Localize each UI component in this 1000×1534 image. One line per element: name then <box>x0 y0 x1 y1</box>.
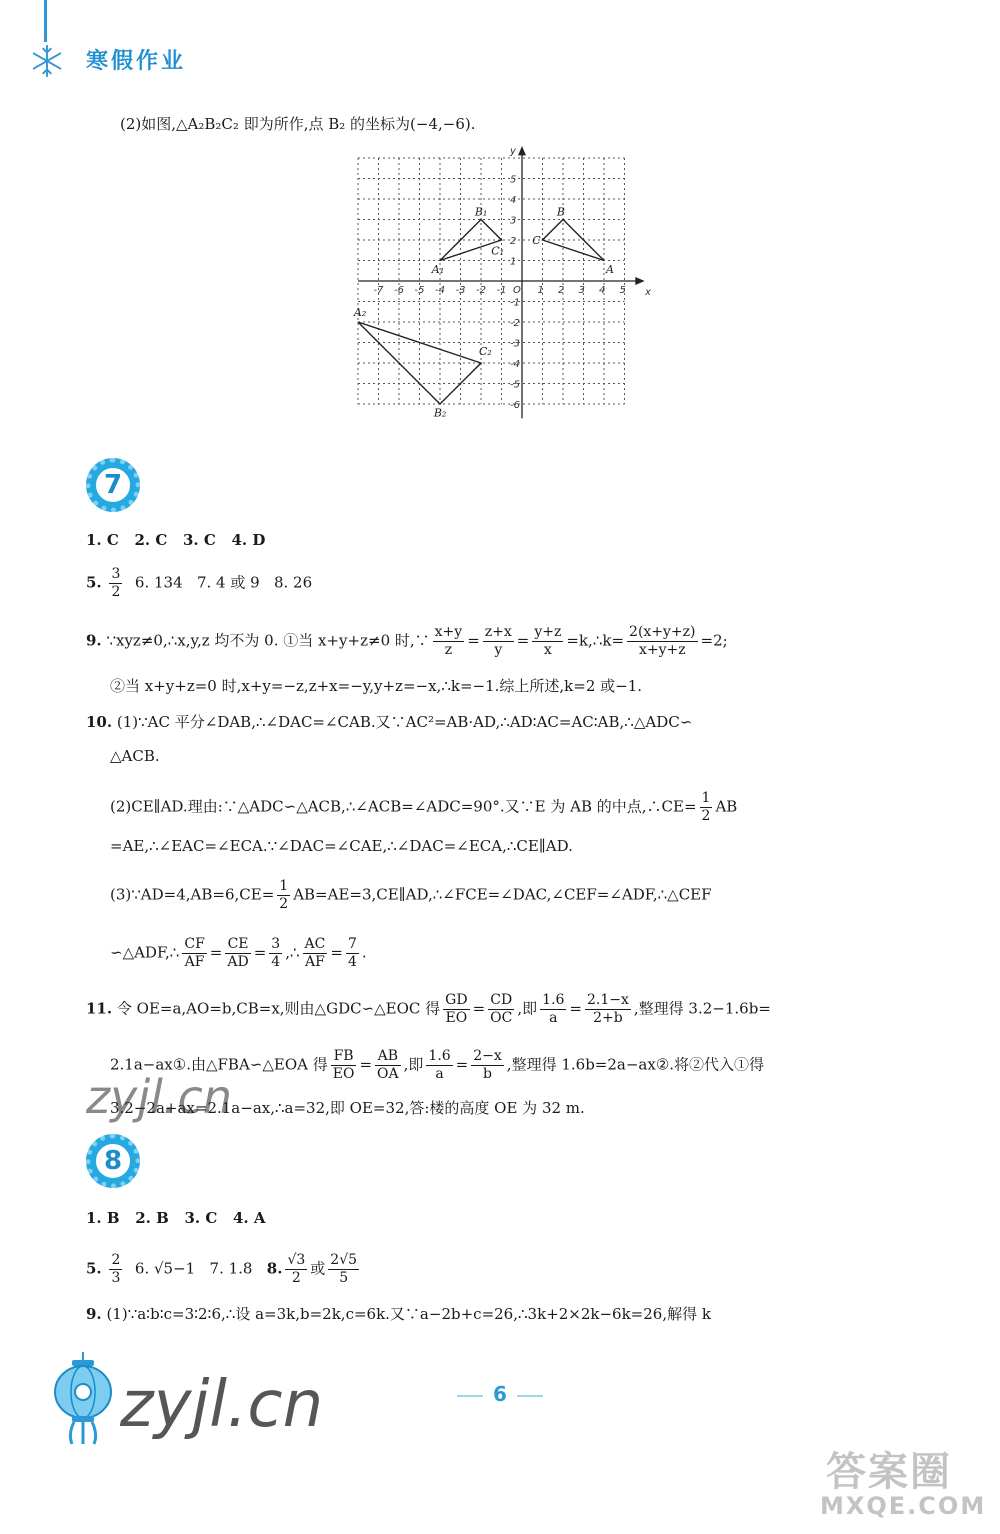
q10-line1 <box>86 710 692 734</box>
denominator: OC <box>490 1010 513 1026</box>
numerator: FB <box>331 1048 357 1066</box>
watermark-answer-circle: 答案圈 <box>826 1449 952 1495</box>
denominator: AF <box>305 954 325 970</box>
q9-num: 9. <box>86 1305 102 1323</box>
y-tick-label: 4 <box>510 195 517 206</box>
point-label: B <box>556 205 565 219</box>
text: 或 <box>310 1259 326 1278</box>
q8: 8. 26 <box>273 573 313 592</box>
x-tick-label: 2 <box>558 285 565 296</box>
watermark-mxqe: MXQE.COM <box>820 1492 987 1520</box>
fraction <box>532 624 563 659</box>
fraction <box>375 1048 401 1083</box>
answers-5-8 <box>86 566 312 601</box>
denominator: 3 <box>111 1270 121 1286</box>
denominator: y <box>494 642 503 658</box>
page-number: 6 <box>493 1382 507 1406</box>
q5-fraction <box>109 566 122 601</box>
numerator: 2√5 <box>330 1252 358 1268</box>
y-tick-label: -3 <box>510 338 520 350</box>
divider <box>457 1395 483 1397</box>
numerator: CE <box>225 936 250 954</box>
s8-answers-1-4 <box>86 1206 266 1230</box>
fraction <box>585 992 631 1027</box>
fraction <box>225 936 250 971</box>
fraction <box>331 1048 357 1083</box>
header-title: 寒假作业 <box>86 49 187 74</box>
x-tick-label: -7 <box>373 285 384 296</box>
section-8-badge <box>86 1134 140 1188</box>
x-tick-label: 1 <box>537 285 544 296</box>
y-tick-label: 3 <box>510 215 517 227</box>
text: (1)∵a∶b∶c=3∶2∶6,∴设 a=3k,b=2k,c=6k.又∵a−2b+c=26,∴3k+2×2k−6k=26,解得 k <box>106 1305 711 1323</box>
point-label: B₁ <box>474 205 488 219</box>
q5-num: 5. <box>86 1259 102 1278</box>
text: =2; <box>700 631 728 650</box>
q10-num: 10. <box>86 713 113 731</box>
x-tick-label: -5 <box>414 285 425 296</box>
q9-num: 9. <box>86 631 102 650</box>
text: (3)∵AD=4,AB=6,CE= <box>110 885 275 904</box>
numerator: 3 <box>111 566 121 582</box>
denominator: x <box>543 642 552 658</box>
q11-line3: 3.2−2a+ax=2.1a−ax,∴a=32,即 OE=32,答:楼的高度 OE 为 32 m. <box>110 1099 585 1117</box>
point-label: C <box>532 234 541 248</box>
x-tick-label: 3 <box>578 285 585 296</box>
q10-line6: ∽△ADF,∴ $\frac{CF}{AF}$ = $\frac{CE}{AD}$ = $\frac{3}{4}$ ,∴ $\frac{AC}{AF}$ = $\frac{7}{4}$ . <box>110 936 367 970</box>
answer: 2. C <box>134 531 168 549</box>
denominator: EO <box>332 1066 355 1082</box>
x-tick-label: -4 <box>435 285 445 296</box>
q10-line2: △ACB. <box>110 747 160 765</box>
fraction <box>443 992 469 1027</box>
q7: 7. 1.8 <box>209 1259 253 1278</box>
numerator: 1 <box>279 878 289 894</box>
text: ,整理得 1.6b=2a−ax②.将②代入①得 <box>506 1055 765 1074</box>
fraction <box>346 936 359 971</box>
y-tick-label: 5 <box>510 174 517 186</box>
numerator: AB <box>375 1048 401 1066</box>
numerator: 1 <box>701 790 711 806</box>
numerator: √3 <box>287 1252 306 1268</box>
s8-answers-5-8 <box>86 1252 362 1287</box>
denominator: 2 <box>111 584 121 600</box>
answer: 3. C <box>184 1209 218 1227</box>
text: ∽△ADF,∴ <box>110 943 180 962</box>
denominator: 2 <box>701 808 711 824</box>
text: (2)CE∥AD.理由:∵△ADC∽△ACB,∴∠ACB=∠ADC=90°.又∵E 为 AB 的中点,∴CE= <box>110 797 697 816</box>
answer: 2. B <box>135 1209 169 1227</box>
q6: 6. 134 <box>134 573 183 592</box>
fraction <box>540 992 566 1027</box>
y-axis-arrow <box>519 148 525 155</box>
numerator: 2−x <box>473 1048 502 1064</box>
snowflake-icon <box>28 42 66 80</box>
section6-line2: (2)如图,△A₂B₂C₂ 即为所作,点 B₂ 的坐标为(−4,−6). <box>120 115 476 133</box>
page-number-row <box>0 1382 1000 1406</box>
fraction <box>182 936 206 971</box>
text: 2.1a−ax①.由△FBA∽△EOA 得 <box>110 1055 328 1074</box>
x-tick-label: -6 <box>394 285 404 296</box>
fraction <box>483 624 514 659</box>
q10-line4: =AE,∴∠EAC=∠ECA.∵∠DAC=∠CAE,∴∠DAC=∠ECA,∴CE∥AD. <box>110 837 573 855</box>
divider <box>517 1395 543 1397</box>
text: ,即 <box>517 999 538 1018</box>
point-label: A₂ <box>353 305 367 319</box>
fraction <box>426 1048 452 1083</box>
text: AB <box>715 797 738 816</box>
text: 令 OE=a,AO=b,CB=x,则由△GDC∽△EOC 得 <box>116 999 441 1018</box>
numerator: 2.1−x <box>587 992 629 1008</box>
fraction <box>328 1252 359 1287</box>
watermark-zyjl-large: zyjl.cn <box>120 1368 324 1442</box>
x-tick-label: -1 <box>496 285 507 296</box>
q11-line2: 2.1a−ax①.由△FBA∽△EOA 得 $\frac{FB}{EO}$ = $\frac{AB}{OA}$ ,即 $\frac{1.6}{a}$ = $\frac{2-x}{b}$ ,整理得 1.6b=2a−ax②.将②代入①得 <box>110 1048 765 1082</box>
point-label: A₁ <box>431 262 445 276</box>
fraction <box>627 624 697 659</box>
fraction <box>303 936 328 971</box>
y-tick-label: -4 <box>510 359 520 370</box>
y-tick-label: 2 <box>510 236 517 247</box>
answers-1-4 <box>86 528 265 552</box>
fraction <box>700 790 713 825</box>
answer: 3. C <box>183 531 216 549</box>
y-tick-label: -1 <box>510 297 520 309</box>
fraction <box>277 878 290 913</box>
x-tick-label: 4 <box>599 285 606 296</box>
point-label: C₂ <box>478 344 492 358</box>
watermark-zyjl: zyjl.cn <box>86 1070 232 1124</box>
y-axis-label: y <box>510 145 516 157</box>
y-tick-label: -5 <box>510 379 520 391</box>
text: (1)∵AC 平分∠DAB,∴∠DAC=∠CAB.又∵AC²=AB·AD,∴AD∶AC=AC∶AB,∴△ADC∽ <box>116 713 693 731</box>
y-tick-label: 1 <box>510 256 517 268</box>
q11-num: 11. <box>86 999 113 1018</box>
section-7-badge <box>86 458 140 512</box>
x-tick-label: -2 <box>476 285 486 296</box>
numerator: z+x <box>484 624 512 640</box>
fraction <box>471 1048 504 1083</box>
numerator: 3 <box>271 936 281 952</box>
text: ∵xyz≠0,∴x,y,z 均不为 0. ①当 x+y+z≠0 时,∵ <box>106 631 430 650</box>
section-8-number: 8 <box>93 1141 133 1181</box>
text: AB=AE=3,CE∥AD,∴∠FCE=∠DAC,∠CEF=∠ADF,∴△CEF <box>293 885 712 904</box>
fraction <box>269 936 282 971</box>
answer: 4. D <box>231 531 266 549</box>
q10-line3 <box>110 790 737 825</box>
x-axis-label: x <box>644 287 651 298</box>
text: ,整理得 3.2−1.6b= <box>633 999 771 1018</box>
denominator: AF <box>184 954 205 970</box>
x-tick-label: -3 <box>455 285 466 296</box>
denominator: x+y+z <box>638 642 686 658</box>
denominator: b <box>483 1066 492 1082</box>
point-label: B₂ <box>433 406 447 420</box>
numerator: 1.6 <box>542 992 565 1008</box>
answer: 4. A <box>232 1209 266 1227</box>
denominator: 5 <box>339 1270 349 1286</box>
x-axis-arrow <box>636 278 643 284</box>
text: =k,∴k= <box>566 631 625 650</box>
q9-line2: ②当 x+y+z=0 时,x+y=−z,z+x=−y,y+z=−x,∴k=−1.综上所述,k=2 或−1. <box>110 677 643 695</box>
numerator: 2 <box>111 1252 121 1268</box>
x-tick-label: 5 <box>619 285 626 296</box>
point-label: A <box>606 262 615 276</box>
numerator: 7 <box>347 936 357 952</box>
denominator: EO <box>445 1010 468 1026</box>
text: ,∴ <box>285 943 300 962</box>
q6: 6. √5−1 <box>134 1259 196 1278</box>
section-7-number: 7 <box>93 465 133 505</box>
q5-num: 5. <box>86 573 102 592</box>
numerator: x+y <box>434 624 463 640</box>
fraction <box>109 1252 122 1287</box>
y-tick-label: -6 <box>510 400 520 411</box>
numerator: CF <box>184 936 205 952</box>
denominator: 2 <box>279 896 289 912</box>
numerator: CD <box>488 992 514 1010</box>
denominator: 2 <box>291 1270 301 1286</box>
y-tick-label: -2 <box>510 318 520 329</box>
fraction <box>433 624 465 659</box>
denominator: z <box>444 642 453 658</box>
q8-num: 8. <box>266 1259 283 1278</box>
q7: 7. 4 或 9 <box>196 573 260 592</box>
q11-line1: 11. 令 OE=a,AO=b,CB=x,则由△GDC∽△EOC 得 $\frac{GD}{EO}$ = $\frac{CD}{OC}$ ,即 $\frac{1.6}{a}$ = $\frac{2.1-x}{2+b}$ ,整理得 3.2−1.6b= <box>86 992 771 1026</box>
denominator: a <box>549 1010 558 1026</box>
answer: 1. B <box>86 1209 120 1227</box>
numerator: GD <box>445 992 468 1008</box>
q10-line5 <box>110 878 712 913</box>
denominator: AD <box>227 954 249 970</box>
denominator: 2+b <box>593 1010 623 1026</box>
numerator: y+z <box>534 624 562 640</box>
denominator: 4 <box>347 954 357 970</box>
coordinate-figure <box>340 144 660 429</box>
denominator: OA <box>377 1066 399 1082</box>
text: . <box>361 943 367 962</box>
numerator: AC <box>304 936 326 952</box>
x-tick-label: O <box>513 285 521 296</box>
answer: 1. C <box>86 531 119 549</box>
header-accent-bar <box>44 0 47 42</box>
text: ,即 <box>403 1055 424 1074</box>
denominator: a <box>435 1066 444 1082</box>
point-label: C₁ <box>491 244 505 258</box>
numerator: 2(x+y+z) <box>629 624 696 640</box>
fraction <box>488 992 514 1027</box>
fraction <box>285 1252 307 1287</box>
s8-q9-line1 <box>86 1302 711 1326</box>
numerator: 1.6 <box>428 1048 451 1064</box>
denominator: 4 <box>271 954 281 970</box>
q9-line1: 9. ∵xyz≠0,∴x,y,z 均不为 0. ①当 x+y+z≠0 时,∵ $\frac{x+y}{z}$ = $\frac{z+x}{y}$ = $\frac{y+z}{x}$ =k,∴k= $\frac{2(x+y+z)}{x+y+z}$ =2; <box>86 624 728 658</box>
